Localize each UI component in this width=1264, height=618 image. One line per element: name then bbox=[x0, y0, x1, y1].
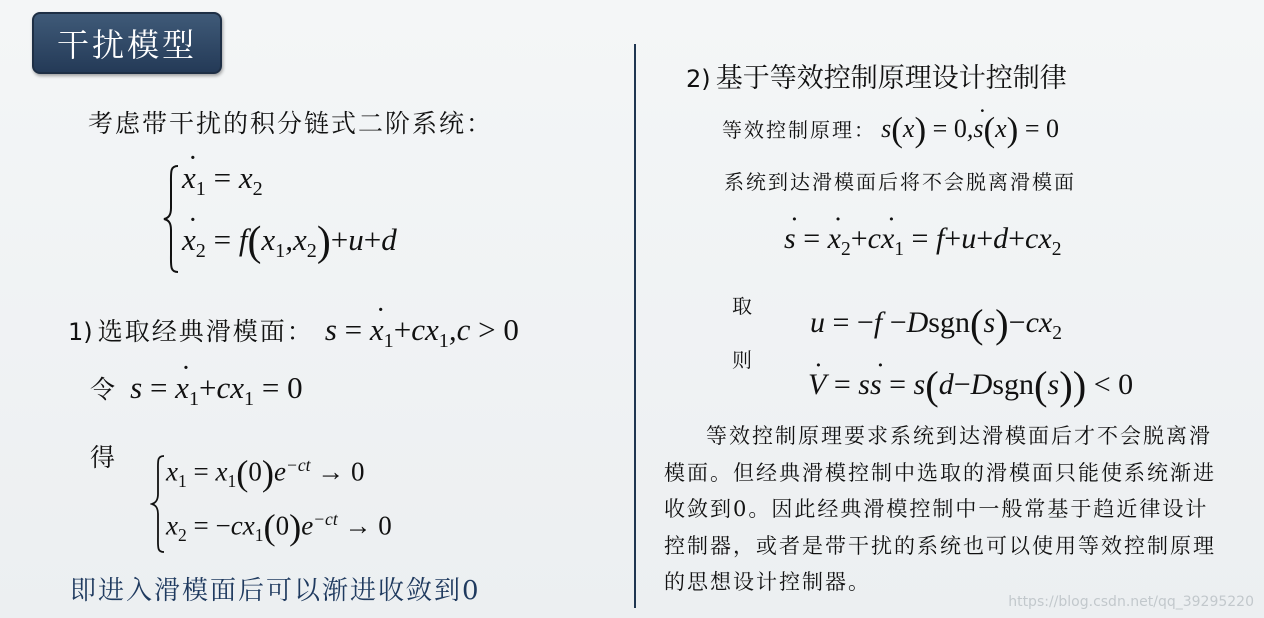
stay-text: 系统到达滑模面后将不会脱离滑模面 bbox=[724, 170, 1076, 194]
intro-text: 考虑带干扰的积分链式二阶系统： bbox=[88, 109, 494, 138]
principle-line bbox=[722, 110, 1059, 150]
principle-formula: s(x) = 0,s ˙(x) = 0 bbox=[881, 114, 1059, 143]
control-law-formula: $u = -f -Dsgn(s)-cx_2$ bbox=[810, 301, 1062, 346]
left-brace-icon bbox=[162, 164, 182, 274]
slide-title: 干扰模型 bbox=[32, 12, 222, 74]
let-label: 令 bbox=[90, 375, 118, 404]
equation-x1dot: x $˙_1 = x_2$ bbox=[182, 160, 542, 201]
watermark: https://blog.csdn.net/qq_39295220 bbox=[1008, 594, 1254, 610]
item2-title: 基于等效控制原理设计控制律 bbox=[715, 63, 1067, 94]
item2-heading bbox=[686, 56, 1067, 95]
then-label: 则 bbox=[732, 348, 754, 372]
sliding-surface-formula: s = x $˙_1+cx_1,c > 0$ bbox=[325, 312, 519, 347]
explanation-paragraph: 等效控制原理要求系统到达滑模面后才不会脱离滑模面。但经典滑模控制中选取的滑模面只能使系统渐进收敛到0。因此经典滑模控制中一般常基于趋近律设计控制器，或者是带干扰的系统也可以使用等效控制原理的思想设计控制器。 bbox=[664, 424, 1216, 594]
sdot-formula: s ˙ = x $˙_2+cx$ $˙_1 = f+u+d+cx_2$ bbox=[784, 222, 1061, 261]
get-label: 得 bbox=[90, 443, 118, 472]
let-line bbox=[90, 370, 303, 411]
item2-label: 2) bbox=[686, 65, 711, 93]
equation-x2dot: x $˙_2 = f(x_1,x_2)+u+d$ bbox=[182, 218, 542, 266]
column-divider bbox=[634, 44, 636, 608]
solution-x1: $x_1 = x_1(0)e^{-ct} \to 0$ bbox=[166, 453, 365, 493]
conclusion-text: 即进入滑模面后可以渐进收敛到0 bbox=[70, 576, 481, 606]
solution-x2: $x_2 = -cx_1(0)e^{-ct} \to 0$ bbox=[166, 507, 392, 547]
item1-line bbox=[68, 312, 519, 353]
item1-label: 1) bbox=[68, 318, 93, 346]
principle-label: 等效控制原理： bbox=[722, 117, 876, 142]
lyapunov-formula: V ˙ = ss ˙ = s(d−Dsgn(s)) < 0 bbox=[808, 362, 1133, 409]
let-formula: s = x $˙_1+cx_1 = 0$ bbox=[130, 370, 302, 405]
take-label: 取 bbox=[732, 294, 754, 318]
item1-text: 选取经典滑模面： bbox=[97, 317, 314, 346]
